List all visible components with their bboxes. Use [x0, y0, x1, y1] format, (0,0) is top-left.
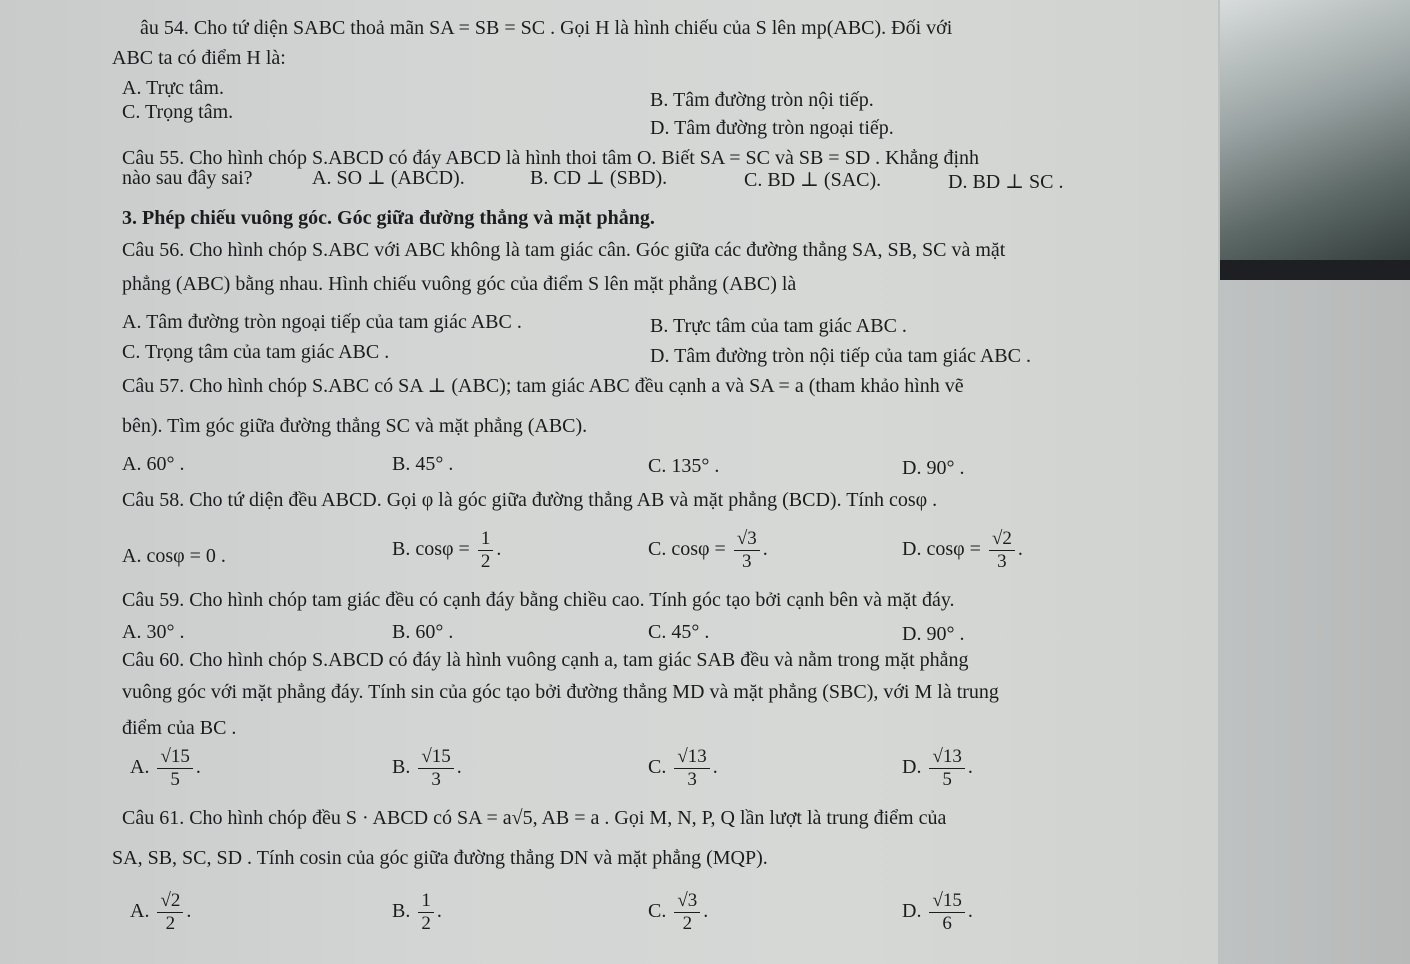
q61-option-b: B. $\frac{1}{2}$ .	[392, 890, 442, 934]
q59-option-a: A. 30° .	[122, 621, 185, 643]
q56-option-a: A. Tâm đường tròn ngoại tiếp của tam giác ABC .	[122, 311, 522, 333]
q59-option-d: D. 90° .	[902, 623, 965, 645]
q55-option-c: C. BD ⊥ (SAC).	[744, 169, 882, 191]
q59-option-c: C. 45° .	[648, 621, 710, 643]
q56-option-b: B. Trực tâm của tam giác ABC .	[650, 315, 907, 337]
q54-stem-line-2: ABC ta có điểm H là:	[112, 47, 286, 69]
q61-stem-line-2: SA, SB, SC, SD . Tính cosin của góc giữa đường thẳng DN và mặt phẳng (MQP).	[112, 847, 768, 869]
q58-option-c: C. cosφ = $\frac{√3}{3}$ .	[648, 528, 768, 572]
q60-option-c: C. $\frac{√13}{3}$ .	[648, 746, 718, 790]
background-photo	[1220, 0, 1410, 270]
q58-stem: Câu 58. Cho tứ diện đều ABCD. Gọi φ là góc giữa đường thẳng AB và mặt phẳng (BCD). Tính cosφ .	[122, 489, 938, 511]
q56-stem-line-2: phẳng (ABC) bằng nhau. Hình chiếu vuông góc của điểm S lên mặt phẳng (ABC) là	[122, 273, 797, 295]
q61-option-d: D. $\frac{√15}{6}$ .	[902, 890, 973, 934]
q58-option-b: B. cosφ = $\frac{1}{2}$ .	[392, 528, 502, 572]
q54-option-a: A. Trực tâm.	[122, 77, 224, 99]
q61-option-c: C. $\frac{√3}{2}$ .	[648, 890, 709, 934]
q54-stem-line-1: âu 54. Cho tứ diện SABC thoả mãn SA = SB = SC . Gọi H là hình chiếu của S lên mp(ABC). Đối với	[140, 17, 953, 39]
q59-stem: Câu 59. Cho hình chóp tam giác đều có cạnh đáy bằng chiều cao. Tính góc tạo bởi cạnh bên và mặt đáy.	[122, 589, 955, 611]
q54-option-b: B. Tâm đường tròn nội tiếp.	[650, 89, 874, 111]
section-3-heading: 3. Phép chiếu vuông góc. Góc giữa đường thẳng và mặt phẳng.	[122, 207, 655, 229]
q56-option-c: C. Trọng tâm của tam giác ABC .	[122, 341, 390, 363]
q61-stem-line-1: Câu 61. Cho hình chóp đều S · ABCD có SA = a√5, AB = a . Gọi M, N, P, Q lần lượt là trung điểm của	[122, 807, 947, 829]
q59-option-b: B. 60° .	[392, 621, 454, 643]
q54-option-d: D. Tâm đường tròn ngoại tiếp.	[650, 117, 894, 139]
q61-option-a: A. $\frac{√2}{2}$ .	[130, 890, 192, 934]
q60-stem-line-2: vuông góc với mặt phẳng đáy. Tính sin của góc tạo bởi đường thẳng MD và mặt phẳng (SBC), với M là trung	[122, 681, 999, 703]
q57-option-a: A. 60° .	[122, 453, 185, 475]
q58-option-d: D. cosφ = $\frac{√2}{3}$ .	[902, 528, 1023, 572]
q56-stem-line-1: Câu 56. Cho hình chóp S.ABC với ABC không là tam giác cân. Góc giữa các đường thẳng SA, SB, SC và mặt	[122, 239, 1006, 261]
q55-stem-line-2: nào sau đây sai?	[122, 167, 253, 189]
q55-option-b: B. CD ⊥ (SBD).	[530, 167, 668, 189]
q60-option-b: B. $\frac{√15}{3}$ .	[392, 746, 462, 790]
q55-option-d: D. BD ⊥ SC .	[948, 171, 1064, 193]
q60-stem-line-1: Câu 60. Cho hình chóp S.ABCD có đáy là hình vuông cạnh a, tam giác SAB đều và nằm trong mặt phẳng	[122, 649, 969, 671]
q57-stem-line-1: Câu 57. Cho hình chóp S.ABC có SA ⊥ (ABC); tam giác ABC đều cạnh a và SA = a (tham khảo hình vẽ	[122, 375, 964, 397]
q57-option-c: C. 135° .	[648, 455, 720, 477]
q57-option-b: B. 45° .	[392, 453, 454, 475]
q55-stem-line-1: Câu 55. Cho hình chóp S.ABCD có đáy ABCD là hình thoi tâm O. Biết SA = SC và SB = SD . Khẳng định	[122, 147, 980, 169]
q57-stem-line-2: bên). Tìm góc giữa đường thẳng SC và mặt phẳng (ABC).	[122, 415, 588, 437]
q56-option-d: D. Tâm đường tròn nội tiếp của tam giác ABC .	[650, 345, 1031, 367]
q58-option-a: A. cosφ = 0 .	[122, 545, 226, 567]
q60-stem-line-3: điểm của BC .	[122, 717, 237, 739]
q55-option-a: A. SO ⊥ (ABCD).	[312, 167, 465, 189]
q57-option-d: D. 90° .	[902, 457, 965, 479]
q60-option-d: D. $\frac{√13}{5}$ .	[902, 746, 973, 790]
q60-option-a: A. $\frac{√15}{5}$ .	[130, 746, 201, 790]
q54-option-c: C. Trọng tâm.	[122, 101, 234, 123]
